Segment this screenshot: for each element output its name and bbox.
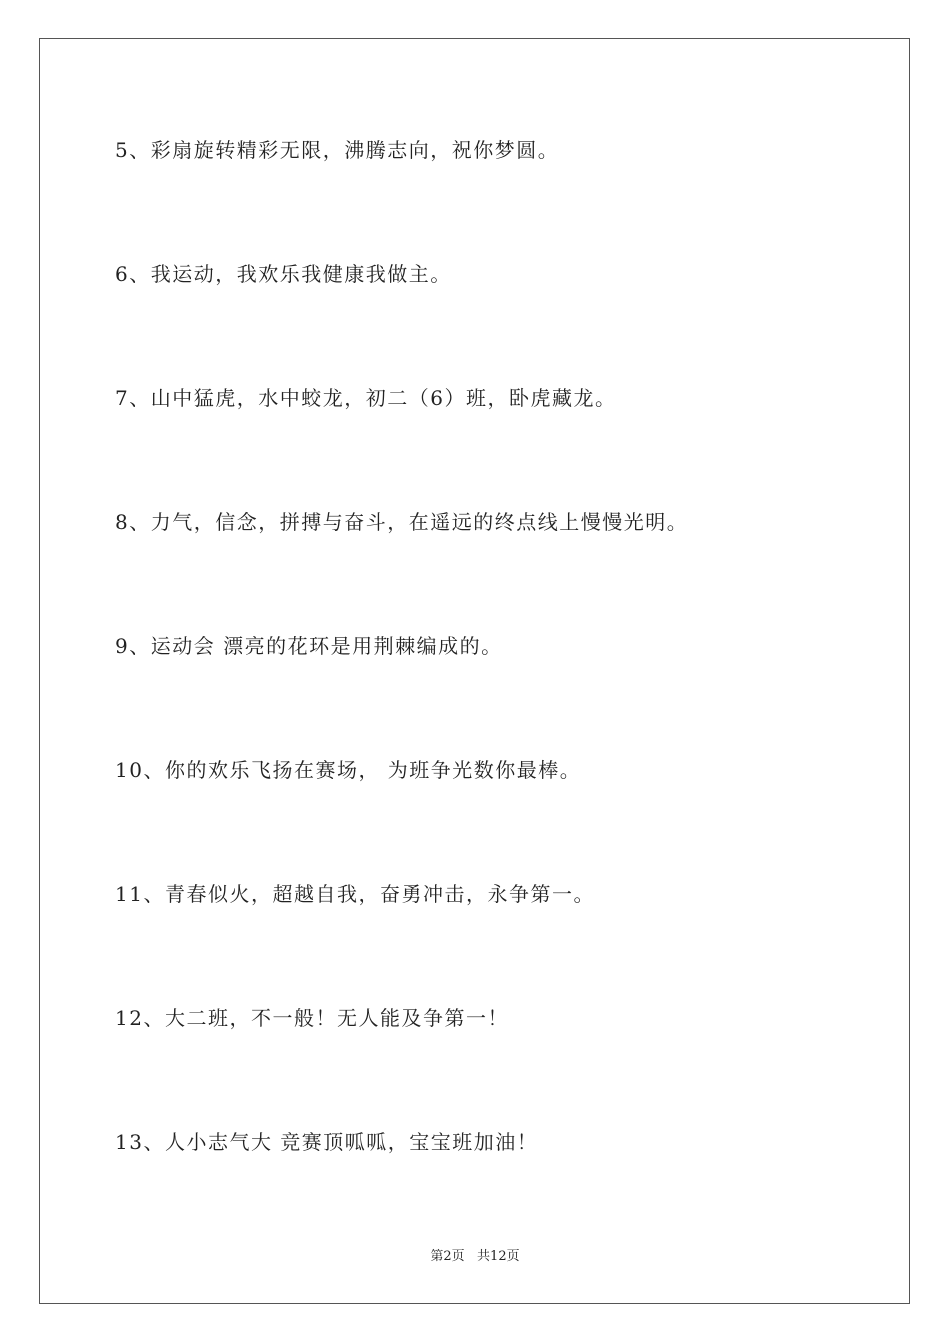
slogan-line-5: 5、彩扇旋转精彩无限，沸腾志向，祝你梦圆。 (115, 138, 560, 162)
slogan-line-6: 6、我运动，我欢乐我健康我做主。 (115, 262, 452, 286)
slogan-line-9: 9、运动会 漂亮的花环是用荆棘编成的。 (115, 634, 503, 658)
slogan-line-13: 13、人小志气大 竞赛顶呱呱，宝宝班加油！ (115, 1130, 539, 1154)
slogan-line-8: 8、力气，信念，拼搏与奋斗，在遥远的终点线上慢慢光明。 (115, 510, 689, 534)
slogan-line-12: 12、大二班，不一般！无人能及争第一！ (115, 1006, 509, 1030)
page-number-footer: 第2页 共12页 (430, 1249, 520, 1264)
slogan-line-7: 7、山中猛虎，水中蛟龙，初二（6）班，卧虎藏龙。 (115, 386, 617, 410)
page-frame (39, 38, 910, 1304)
slogan-line-11: 11、青春似火，超越自我，奋勇冲击，永争第一。 (115, 882, 595, 906)
slogan-line-10: 10、你的欢乐飞扬在赛场， 为班争光数你最棒。 (115, 758, 582, 782)
